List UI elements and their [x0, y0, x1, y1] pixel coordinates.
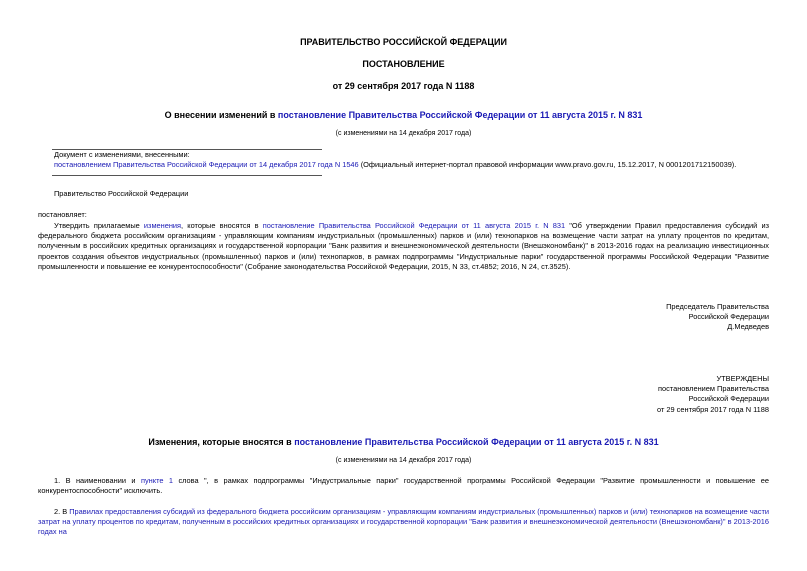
signature-position-2: Российской Федерации: [688, 312, 769, 322]
changes-box-source: (Официальный интернет-портал правовой информации www.pravo.gov.ru, 15.12.2017, N 0001201712150039).: [358, 160, 737, 170]
changes-heading: Изменения, которые вносятся в постановление Правительства Российской Федерации от 11 августа 2015 г. N 831: [148, 437, 659, 447]
changes-heading-decree-link[interactable]: постановление Правительства Российской Федерации от 11 августа 2015 г. N 831: [294, 437, 659, 447]
title-amendment-note: (с изменениями на 14 декабря 2017 года): [335, 130, 472, 137]
government-rf: Правительство Российской Федерации: [54, 189, 189, 198]
document-type-heading: ПОСТАНОВЛЕНИЕ: [362, 59, 445, 69]
changes-link[interactable]: изменения: [143, 221, 182, 230]
main-paragraph: Утвердить прилагаемые изменения, которые вносятся в постановление Правительства Российской Федерации от 11 августа 2015 г. N 831 "Об утверждении Правил предоставления субсидий из федерального бюджета российским организациям - управляющим компаниям индустриальных (промышленных) парков и (или) технопарков на возмещение части затрат на уплату процентов по кредитам, полученным в российских кредитных организациях и государственной корпорации "Банк развития и внешнеэкономической деятельности (Внешэкономбанк)" в 2013-2016 годах на реализацию инвестиционных проектов создания объектов индустриальных (промышленных) парков и (или) технопарков, в рамках подпрограммы "Индустриальные парки" государственной программы Российской Федерации "Развитие промышленности и повышение ее конкурентоспособности" (Собрание законодательства Российской Федерации, 2015, N 33, ст.4852; 2016, N 24, ст.3525).: [38, 221, 769, 271]
item-1-clause-link[interactable]: пункте 1: [140, 476, 174, 485]
signature-position: Председатель Правительства: [666, 302, 769, 311]
changes-amendment-note: (с изменениями на 14 декабря 2017 года): [335, 457, 472, 464]
government-heading: ПРАВИТЕЛЬСТВО РОССИЙСКОЙ ФЕДЕРАЦИИ: [300, 37, 507, 47]
item-2: 2. В Правилах предоставления субсидий из федерального бюджета российским организациям - управляющим компаниям индустриальных (промышленных) парков и (или) технопарков на возмещение части затрат на уплату процентов по кредитам, полученным в российских кредитных организациях и государственной корпорации "Банк развития и внешнеэкономической деятельности (Внешэкономбанк)" в 2013-2016 годах на: [38, 507, 769, 537]
changes-box-bottom-rule: [52, 175, 322, 176]
document-title: [0, 110, 807, 120]
document-date-number: от 29 сентября 2017 года N 1188: [332, 81, 475, 91]
amending-decree-link[interactable]: постановлением Правительства Российской Федерации от 14 декабря 2017 года N 1546: [54, 160, 359, 170]
item-2-rules-link[interactable]: Правилах предоставления субсидий из федерального бюджета российским организациям - управляющим компаниям индустриальных (промышленных) парков и (или) технопарков на возмещение части затрат на уплату процентов по кредитам, полученным в российских кредитных организациях и государственной корпорации "Банк развития и внешнеэкономической деятельности (Внешэкономбанк)" в 2013-2016 годах на: [38, 507, 769, 537]
changes-box-label: Документ с изменениями, внесенными:: [54, 150, 190, 159]
title-prefix: О внесении изменений в: [164, 110, 278, 120]
title-referenced-decree-link[interactable]: постановление Правительства Российской Федерации от 11 августа 2015 г. N 831: [277, 110, 643, 120]
changes-box: [54, 150, 774, 170]
approval-title: УТВЕРЖДЕНЫ: [716, 374, 769, 383]
decree-831-link[interactable]: постановление Правительства Российской Федерации от 11 августа 2015 г. N 831: [262, 221, 566, 230]
signature-name: Д.Медведев: [727, 322, 769, 332]
decrees-word: постановляет:: [38, 210, 87, 219]
item-1: 1. В наименовании и пункте 1 слова ", в рамках подпрограммы "Индустриальные парки" государственной программы Российской Федерации "Развитие промышленности и повышение ее конкурентоспособности" исключить.: [38, 476, 770, 496]
signature-block: [666, 302, 769, 333]
approval-block: УТВЕРЖДЕНЫ постановлением Правительства Российской Федерации от 29 сентября 2017 года N 1188: [657, 374, 769, 414]
approval-date: от 29 сентября 2017 года N 1188: [657, 404, 769, 414]
